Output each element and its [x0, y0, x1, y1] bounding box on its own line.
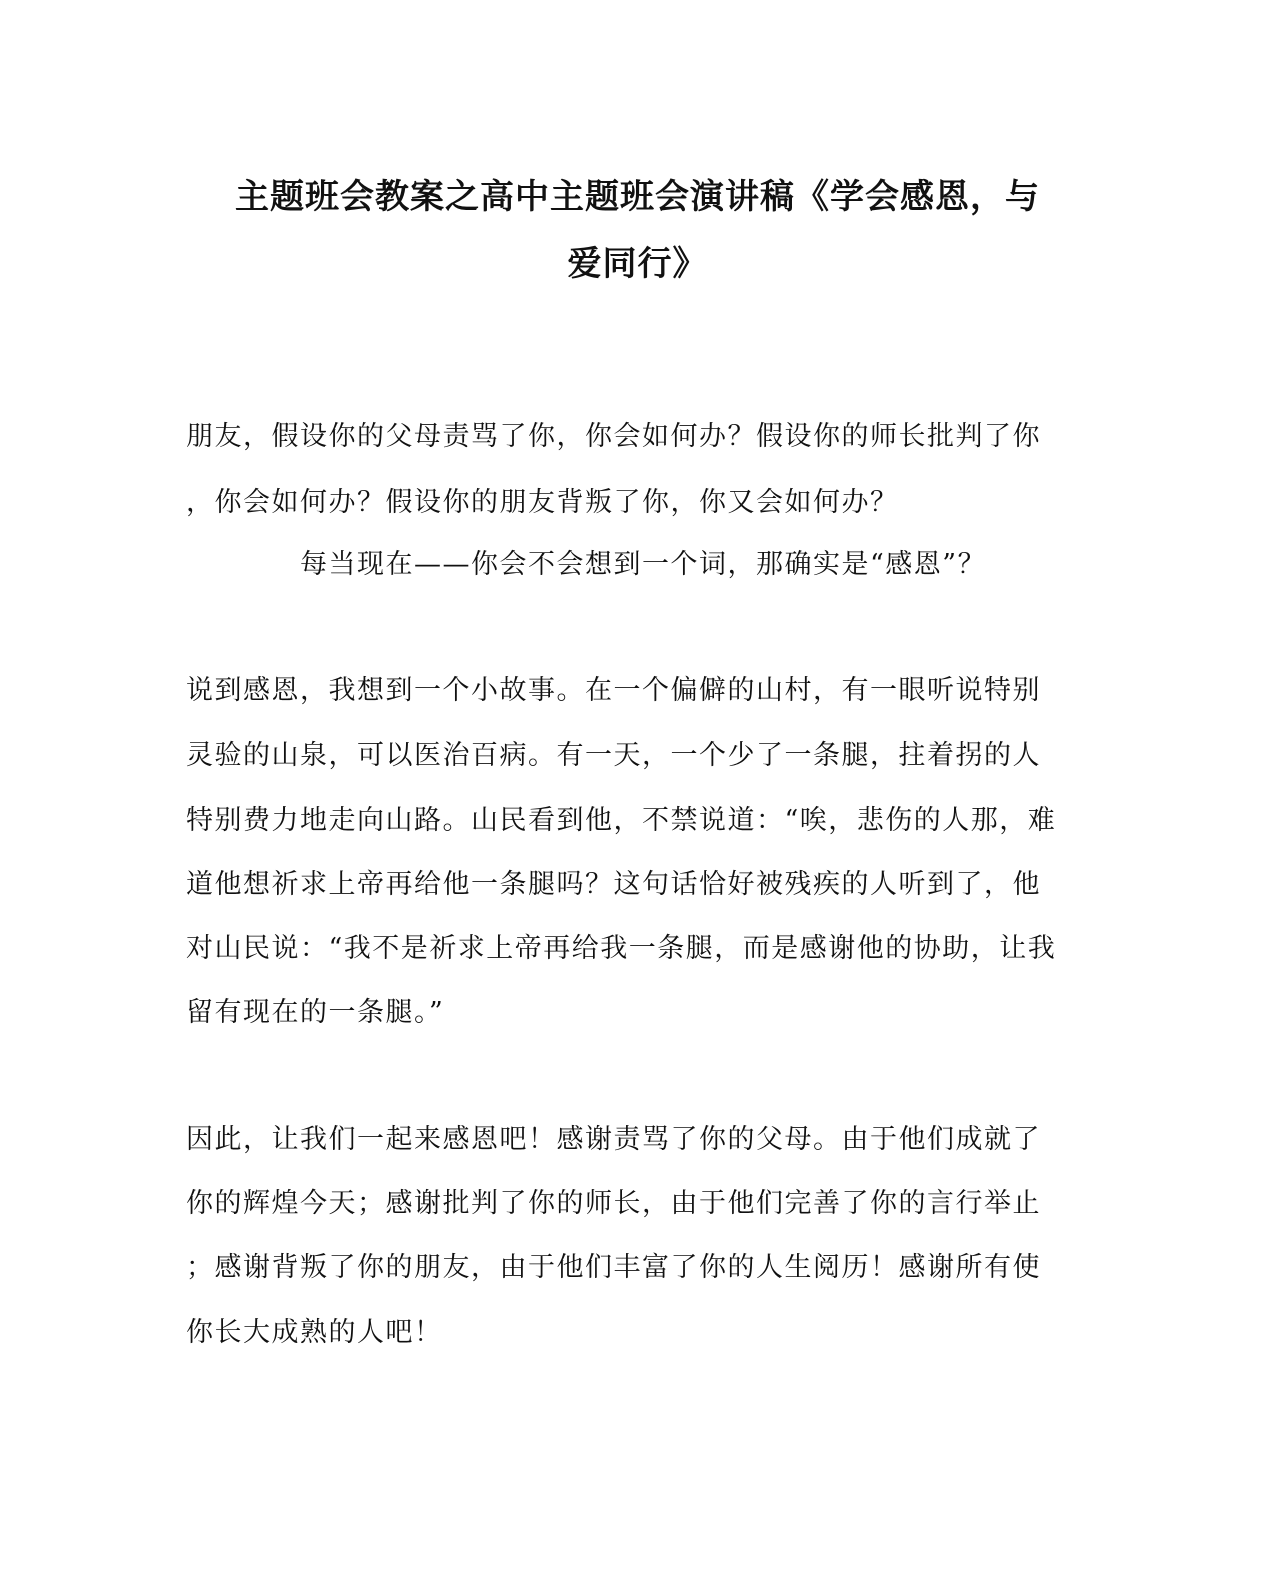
- paragraph-line: 每当现在——你会不会想到一个词，那确实是“感恩”？: [300, 549, 987, 580]
- paragraph-line: 道他想祈求上帝再给他一条腿吗？这句话恰好被残疾的人听到了，他: [186, 869, 1041, 900]
- paragraph-line: 灵验的山泉，可以医治百病。有一天，一个少了一条腿，拄着拐的人: [186, 740, 1041, 771]
- document-title-line-2: 爱同行》: [567, 244, 708, 284]
- paragraph-line: 因此，让我们一起来感恩吧！感谢责骂了你的父母。由于他们成就了: [186, 1124, 1041, 1155]
- document-title-line-1: 主题班会教案之高中主题班会演讲稿《学会感恩，与: [235, 177, 1040, 217]
- paragraph-line: ，你会如何办？假设你的朋友背叛了你，你又会如何办？: [186, 487, 899, 518]
- paragraph-line: 说到感恩，我想到一个小故事。在一个偏僻的山村，有一眼听说特别: [186, 675, 1041, 706]
- paragraph-line: 你的辉煌今天；感谢批判了你的师长，由于他们完善了你的言行举止: [186, 1188, 1041, 1219]
- paragraph-line: 你长大成熟的人吧！: [186, 1317, 443, 1348]
- paragraph-line: 留有现在的一条腿。”: [186, 997, 445, 1028]
- paragraph-line: 朋友，假设你的父母责骂了你，你会如何办？假设你的师长批判了你: [186, 421, 1041, 452]
- paragraph-line: 对山民说：“我不是祈求上帝再给我一条腿，而是感谢他的协助，让我: [186, 933, 1057, 964]
- paragraph-line: 特别费力地走向山路。山民看到他，不禁说道：“唉，悲伤的人那，难: [186, 805, 1057, 836]
- paragraph-line: ；感谢背叛了你的朋友，由于他们丰富了你的人生阅历！感谢所有使: [186, 1252, 1041, 1283]
